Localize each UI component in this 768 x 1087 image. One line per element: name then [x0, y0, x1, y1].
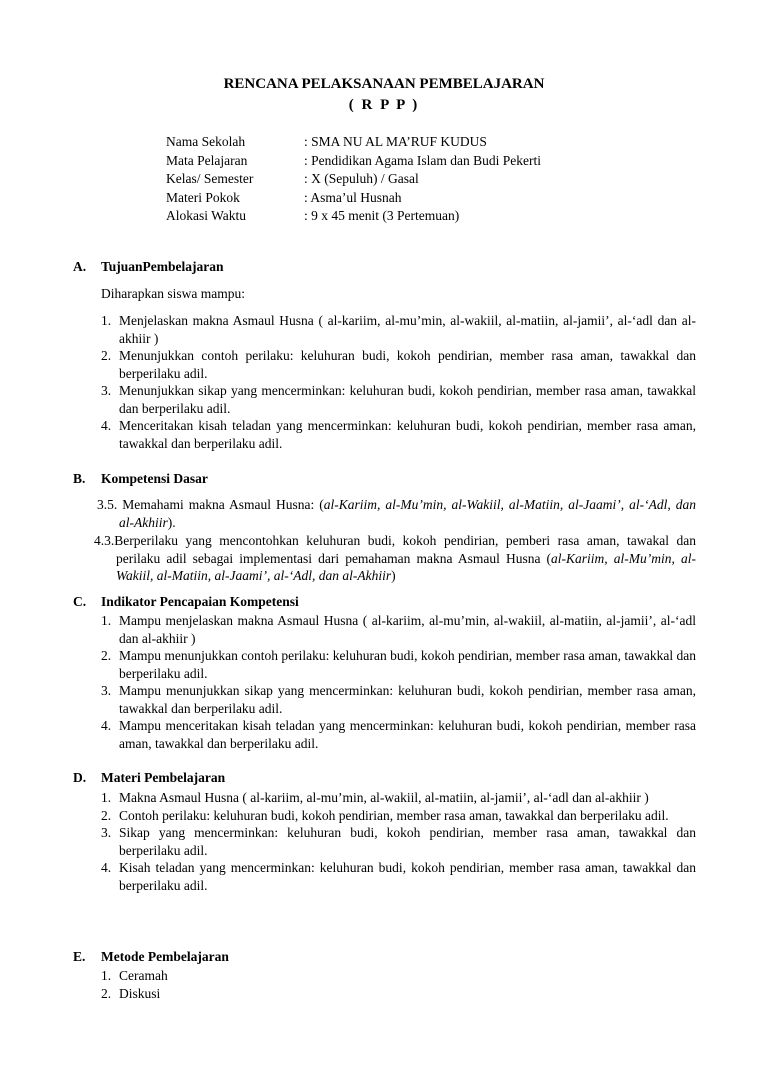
section-title: Kompetensi Dasar — [101, 471, 208, 486]
list-text: Contoh perilaku: keluhuran budi, kokoh pendirian, member rasa aman, tawakkal dan berperilaku adil. — [119, 807, 669, 823]
identity-row — [166, 170, 541, 189]
section-letter: E. — [73, 949, 86, 964]
identity-row — [166, 207, 541, 226]
list-item — [101, 717, 696, 752]
list-item — [101, 312, 696, 347]
section-heading-b — [73, 471, 208, 487]
list-number: 4. — [101, 718, 112, 733]
list-text: Mampu menceritakan kisah teladan yang mencerminkan: keluhuran budi, kokoh pendirian, member rasa aman, tawakkal dan berperilaku adil. — [119, 718, 696, 751]
list-text: Mampu menunjukkan sikap yang mencerminkan: keluhuran budi, kokoh pendirian, member rasa aman, tawakkal dan berperilaku adil. — [119, 683, 696, 716]
list-number: 1. — [101, 313, 112, 328]
kd-text: 4.3.Berperilaku yang mencontohkan keluhuran budi, kokoh pendirian, pemberi rasa aman, tawakal dan perilaku adil sebagai implementasi dari pemahaman makna Asmaul Husna ( — [94, 533, 696, 566]
section-heading-e — [73, 949, 229, 965]
list-number: 1. — [101, 968, 112, 983]
list-text: Sikap yang mencerminkan: keluhuran budi, kokoh pendirian, member rasa aman, tawakkal dan berperilaku adil. — [119, 825, 696, 858]
list-number: 1. — [101, 790, 112, 805]
identity-label: Mata Pelajaran — [166, 152, 248, 168]
section-letter: B. — [73, 471, 86, 486]
list-item — [101, 985, 696, 1003]
list-item — [101, 612, 696, 647]
document-subtitle: ( R P P ) — [348, 97, 420, 113]
list-text: Mampu menunjukkan contoh perilaku: keluhuran budi, kokoh pendirian, member rasa aman, tawakkal dan berperilaku adil. — [119, 648, 696, 681]
identity-value: : SMA NU AL MA’RUF KUDUS — [304, 134, 487, 149]
identity-row — [166, 189, 541, 208]
identity-label: Materi Pokok — [166, 189, 240, 205]
section-title: TujuanPembelajaran — [101, 259, 224, 274]
list-text: Menceritakan kisah teladan yang mencerminkan: keluhuran budi, kokoh pendirian, member rasa aman, tawakkal dan berperilaku adil. — [119, 418, 696, 451]
list-number: 3. — [101, 683, 112, 698]
section-title: Indikator Pencapaian Kompetensi — [101, 594, 299, 609]
list-text: Menjelaskan makna Asmaul Husna ( al-kariim, al-mu’min, al-wakiil, al-matiin, al-jamii’, al-‘adl dan al-akhiir ) — [119, 313, 696, 346]
list-number: 1. — [101, 613, 112, 628]
identity-value: : Pendidikan Agama Islam dan Budi Pekerti — [304, 152, 541, 168]
kd-text: ) — [391, 568, 396, 583]
list-number: 2. — [101, 985, 112, 1001]
list-item — [101, 789, 696, 807]
list-item — [101, 682, 696, 717]
indicators-list — [101, 612, 696, 752]
section-intro: Diharapkan siswa mampu: — [101, 286, 245, 301]
list-number: 3. — [101, 825, 112, 840]
objectives-list — [101, 312, 696, 452]
identity-label: Kelas/ Semester — [166, 171, 254, 186]
list-item — [101, 807, 696, 825]
identity-label: Nama Sekolah — [166, 134, 246, 149]
identity-table — [166, 133, 541, 226]
section-heading-c — [73, 594, 299, 610]
list-item — [101, 417, 696, 452]
section-title: Materi Pembelajaran — [101, 770, 226, 785]
list-text: Makna Asmaul Husna ( al-kariim, al-mu’min, al-wakiil, al-matiin, al-jamii’, al-‘adl dan al-akhiir ) — [119, 790, 649, 805]
list-item — [101, 347, 696, 382]
list-item — [101, 859, 696, 894]
kd-3-5 — [97, 496, 696, 531]
identity-label: Alokasi Waktu — [166, 208, 247, 223]
identity-row — [166, 133, 541, 152]
kd-text: 3.5. Memahami makna Asmaul Husna: ( — [97, 497, 324, 512]
kd-italic-text: al-Kariim, al-Mu’min, al-Wakiil, al-Matiin, al-Jaami’, al-‘Adl, dan al-Akhiir — [116, 550, 696, 583]
materials-list — [101, 789, 696, 894]
identity-value: : X (Sepuluh) / Gasal — [304, 171, 419, 186]
list-text: Kisah teladan yang mencerminkan: keluhuran budi, kokoh pendirian, member rasa aman, tawakkal dan berperilaku adil. — [119, 860, 696, 893]
list-number: 4. — [101, 418, 112, 433]
list-text: Diskusi — [119, 985, 161, 1001]
identity-row — [166, 152, 541, 171]
list-number: 2. — [101, 648, 112, 663]
list-text: Mampu menjelaskan makna Asmaul Husna ( al-kariim, al-mu’min, al-wakiil, al-matiin, al-jamii’, al-‘adl dan al-akhiir ) — [119, 613, 696, 646]
kd-4-3 — [94, 532, 696, 585]
section-title: Metode Pembelajaran — [101, 949, 229, 964]
list-text: Menunjukkan contoh perilaku: keluhuran budi, kokoh pendirian, member rasa aman, tawakkal dan berperilaku adil. — [119, 348, 696, 381]
list-item — [101, 967, 696, 985]
document-title: RENCANA PELAKSANAAN PEMBELAJARAN — [223, 76, 545, 92]
section-heading-a — [73, 259, 224, 275]
list-number: 2. — [101, 807, 112, 823]
list-number: 4. — [101, 860, 112, 875]
list-text: Ceramah — [119, 968, 168, 983]
identity-value: : 9 x 45 menit (3 Pertemuan) — [304, 208, 460, 223]
kd-italic-text: al-Kariim, al-Mu’min, al-Wakiil, al-Matiin, al-Jaami’, al-‘Adl, dan al-Akhiir — [119, 497, 696, 530]
methods-list — [101, 967, 696, 1002]
kd-text: ). — [167, 514, 176, 530]
identity-value: : Asma’ul Husnah — [304, 189, 402, 205]
section-letter: C. — [73, 594, 87, 609]
list-number: 3. — [101, 383, 112, 398]
section-letter: D. — [73, 770, 87, 785]
list-item — [101, 647, 696, 682]
section-letter: A. — [73, 259, 87, 274]
list-item — [101, 382, 696, 417]
section-heading-d — [73, 770, 225, 786]
list-number: 2. — [101, 348, 112, 363]
list-item — [101, 824, 696, 859]
list-text: Menunjukkan sikap yang mencerminkan: keluhuran budi, kokoh pendirian, member rasa aman, tawakkal dan berperilaku adil. — [119, 383, 696, 416]
